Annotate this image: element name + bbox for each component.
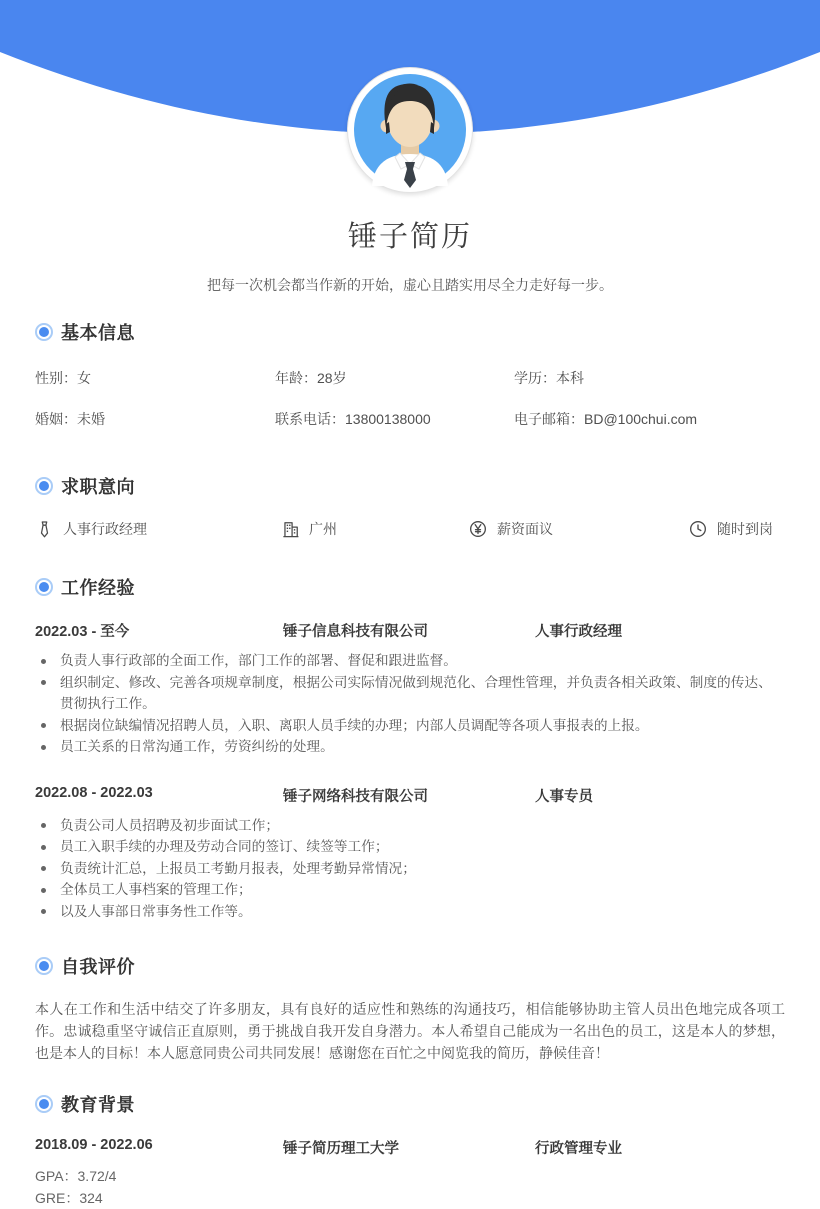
job-bullet: 负责公司人员招聘及初步面试工作； [35, 815, 785, 837]
job-bullet: 员工入职手续的办理及劳动合同的签订、续签等工作； [35, 836, 785, 858]
section-dot-icon [37, 580, 51, 594]
field-email: 电子邮箱：BD@100chui.com [514, 409, 785, 429]
section-job-intention [35, 474, 785, 498]
job-bullet: 员工关系的日常沟通工作，劳资纠纷的处理。 [35, 736, 785, 758]
section-title: 基本信息 [61, 319, 135, 345]
intent-label: 人事行政经理 [63, 519, 147, 539]
education-details [35, 1166, 785, 1209]
education-major: 行政管理专业 [535, 1137, 785, 1158]
education-gre: GRE：324 [35, 1188, 785, 1209]
field-age: 年龄：28岁 [275, 368, 514, 388]
section-title: 求职意向 [61, 473, 135, 499]
job-period: 2022.03 - 至今 [35, 620, 283, 641]
section-title: 工作经验 [61, 574, 135, 600]
section-dot-icon [37, 959, 51, 973]
field-gender: 性别：女 [35, 368, 275, 388]
intent-position [35, 519, 281, 539]
section-title: 教育背景 [61, 1091, 135, 1117]
self-evaluation-text: 本人在工作和生活中结交了许多朋友，具有良好的适应性和熟练的沟通技巧，相信能够协助主管人员出色地完成各项工作。忠诚稳重坚守诚信正直原则，勇于挑战自我开发自身潜力。本人希望自己能成为一名出色的员工，这是本人的梦想，也是本人的目标！本人愿意同贵公司共同发展！感谢您在百忙之中阅览我的简历，静候佳音！ [35, 998, 785, 1064]
job-period: 2022.08 - 2022.03 [35, 785, 283, 806]
job-bullet: 根据岗位缺编情况招聘人员，入职、离职人员手续的办理；内部人员调配等各项人事报表的上报。 [35, 715, 785, 737]
field-phone: 联系电话：13800138000 [275, 409, 514, 429]
job-bullet: 负责人事行政部的全面工作，部门工作的部署、督促和跟进监督。 [35, 650, 785, 672]
job-header [35, 785, 785, 806]
resume-title: 锤子简历 [0, 214, 820, 255]
intent-salary [468, 519, 688, 539]
job-position: 人事行政经理 [535, 620, 785, 641]
section-title: 自我评价 [61, 953, 135, 979]
job-bullet: 全体员工人事档案的管理工作； [35, 879, 785, 901]
avatar [347, 67, 473, 193]
intent-label: 薪资面议 [497, 519, 553, 539]
section-dot-icon [37, 479, 51, 493]
basic-info-grid [35, 368, 785, 429]
content [0, 320, 820, 1209]
job-bullet: 以及人事部日常事务性工作等。 [35, 901, 785, 923]
intent-availability [688, 519, 785, 539]
job-company: 锤子网络科技有限公司 [283, 785, 535, 806]
job-bullet-list [35, 815, 785, 923]
avatar-man-icon [354, 74, 466, 186]
job-bullet: 负责统计汇总，上报员工考勤月报表，处理考勤异常情况； [35, 858, 785, 880]
job-intention-row [35, 519, 785, 539]
resume-subtitle: 把每一次机会都当作新的开始，虚心且踏实用尽全力走好每一步。 [0, 275, 820, 295]
job-company: 锤子信息科技有限公司 [283, 620, 535, 641]
field-degree: 学历：本科 [514, 368, 785, 388]
education-school: 锤子简历理工大学 [283, 1137, 535, 1158]
salary-icon [468, 519, 488, 539]
tie-icon [35, 520, 54, 539]
job-bullet: 组织制定、修改、完善各项规章制度，根据公司实际情况做到规范化、合理性管理，并负责各相关政策、制度的传达、贯彻执行工作。 [35, 672, 785, 715]
field-marriage: 婚姻：未婚 [35, 409, 275, 429]
section-education [35, 1092, 785, 1116]
education-period: 2018.09 - 2022.06 [35, 1137, 283, 1158]
section-self-evaluation [35, 954, 785, 978]
job-bullet-list [35, 650, 785, 758]
intent-city [281, 519, 468, 539]
education-gpa: GPA：3.72/4 [35, 1166, 785, 1188]
header [0, 0, 820, 200]
section-basic-info [35, 320, 785, 344]
avatar-image [354, 74, 466, 186]
job-position: 人事专员 [535, 785, 785, 806]
job-header [35, 620, 785, 641]
section-dot-icon [37, 325, 51, 339]
clock-icon [688, 519, 708, 539]
intent-label: 广州 [309, 519, 337, 539]
section-work-experience [35, 575, 785, 599]
education-header [35, 1137, 785, 1158]
section-dot-icon [37, 1097, 51, 1111]
building-icon [281, 520, 300, 539]
intent-label: 随时到岗 [717, 519, 773, 539]
